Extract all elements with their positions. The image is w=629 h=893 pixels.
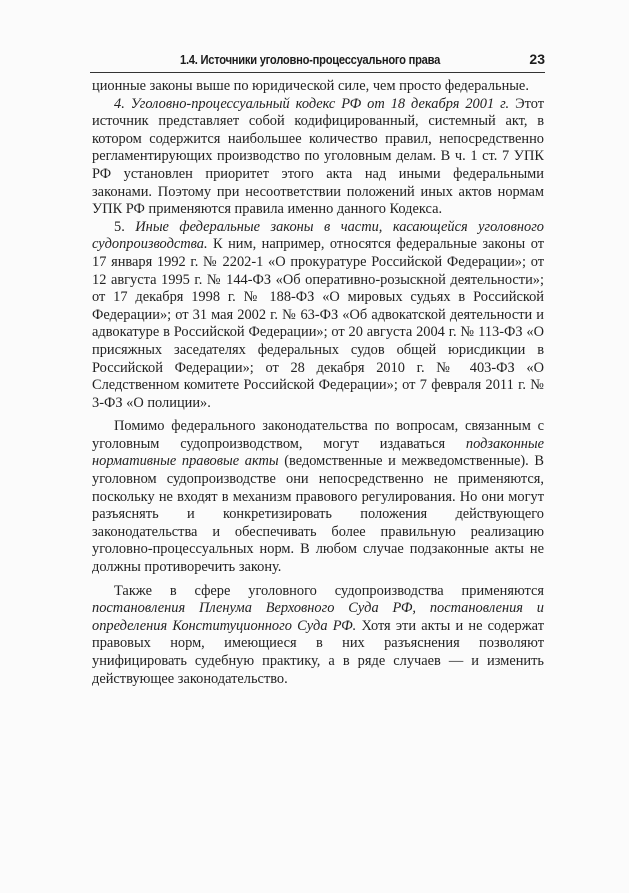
paragraph-text: К ним, например, относятся федеральные законы от 17 января 1992 г. № 2202-1 «О прокуратуре Российской Федерации»; от 12 августа 1995 г. № 144-ФЗ «Об оперативно-розыскной деятельности»; от 17 декабря 1998 г. № 188-ФЗ «О мировых судьях в Российской Федерации»; от 31 мая 2002 г. № 63-ФЗ «Об адвокатской деятельности и адвокатуре в Российской Федерации»; от 20 августа 2004 г. № 113-ФЗ «О присяжных заседателях федеральных судов общей юрисдикции в Российской Федерации»; от 28 декабря 2010 г. № 403-ФЗ «О Следственном комитете Российской Федерации»; от 7 февраля 2011 г. № 3-ФЗ «О полиции». <box>92 236 544 411</box>
running-header <box>90 50 545 73</box>
paragraph-text: Хотя эти акты и не содержат правовых норм, имеющиеся в них разъяснения позволяют унифицировать судебную практику, а в ряде случаев — и изменить действующее законодательство. <box>92 617 544 687</box>
page-number: 23 <box>529 51 545 67</box>
body-text <box>92 78 544 688</box>
italic-heading-upk: 4. Уголовно-процессуальный кодекс РФ от 18 декабря 2001 г. <box>114 95 510 112</box>
paragraph-text: ционные законы выше по юридической силе, чем просто федеральные. <box>92 78 529 94</box>
paragraph-text: Помимо федерального законодательства по вопросам, связанным с уголовным судопроизводством, могут издаваться <box>92 418 544 452</box>
paragraph-upk <box>92 96 544 219</box>
italic-term-court-rulings: постановления Пленума Верховного Суда РФ, постановления и определения Конституционного Суда РФ. <box>92 600 544 634</box>
paragraph-text: (ведомственные и межведомственные). В уголовном судопроизводстве они непосредственно не применяются, поскольку не входят в механизм правового регулирования. Но они могут разъяснять и конкретизировать положения действующего законодательства и обеспечивать более правильную реализацию уголовно-процессуальных норм. В любом случае подзаконные акты не должны противоречить закону. <box>92 453 544 576</box>
paragraph-court-rulings <box>92 583 544 689</box>
paragraph-continuation <box>92 78 544 96</box>
italic-heading-federal-laws: Иные федеральные законы в части, касающейся уголовного судопроизводства. <box>92 218 545 253</box>
paragraph-text: Также в сфере уголовного судопроизводства применяются <box>114 582 544 599</box>
italic-term-bylaws: подзаконные нормативные правовые акты <box>92 435 544 470</box>
list-number: 5. <box>114 218 136 235</box>
paragraph-federal-laws <box>92 219 544 413</box>
running-title: 1.4. Источники уголовно-процессуального права <box>180 52 441 67</box>
paragraph-bylaws <box>92 418 544 576</box>
paragraph-text: Этот источник представляет собой кодифицированный, системный акт, в котором содержится наибольшее количество правил, непосредственно регламентирующих производство по уголовным делам. В ч. 1 ст. 7 УПК РФ установлен приоритет этого акта над иными федеральными законами. Поэтому при несоответствии положений иных актов нормам УПК РФ применяются правила именно данного Кодекса. <box>92 95 544 218</box>
